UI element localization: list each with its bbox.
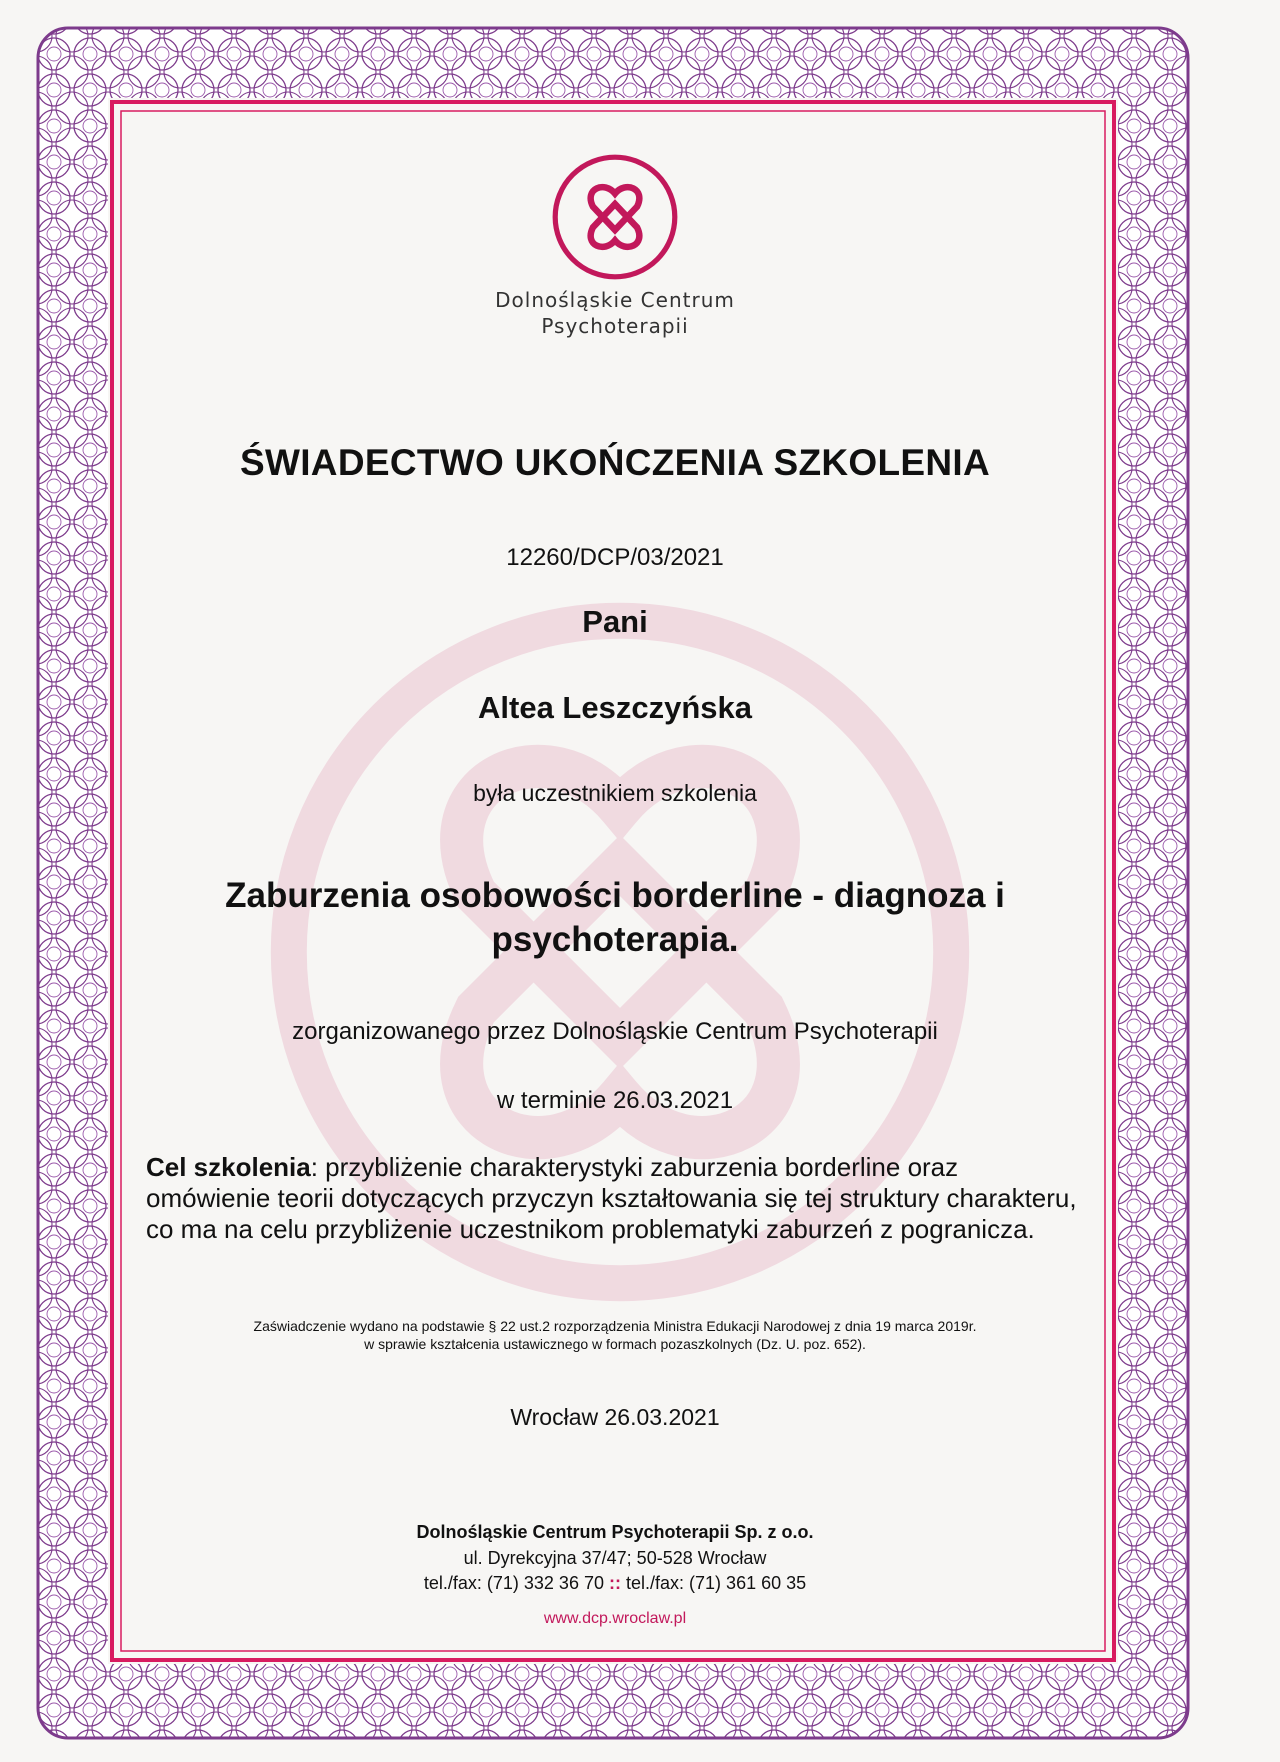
logo-org-name-line1: Dolnośląskie Centrum — [495, 288, 735, 312]
legal-basis — [130, 1317, 1100, 1353]
place-and-date: Wrocław 26.03.2021 — [510, 1404, 720, 1430]
footer-separator: :: — [609, 1573, 621, 1593]
training-goal — [146, 1152, 1086, 1245]
footer-website — [130, 1610, 1100, 1628]
website-link[interactable]: www.dcp.wroclaw.pl — [530, 1610, 700, 1627]
salutation: Pani — [582, 604, 648, 639]
organizer-text: zorganizowanego przez Dolnośląskie Centrum Psychoterapii — [292, 1018, 938, 1045]
footer-company: Dolnośląskie Centrum Psychoterapii Sp. z o.o. — [416, 1522, 814, 1542]
goal-label: Cel szkolenia — [146, 1152, 311, 1182]
footer-address: ul. Dyrekcyjna 37/47; 50-528 Wrocław — [463, 1548, 767, 1568]
legal-basis-line1: Zaświadczenie wydano na podstawie § 22 ust.2 rozporządzenia Ministra Edukacji Narodowej z dnia 19 marca 2019r. — [253, 1318, 977, 1334]
interlocked-hearts-logo-icon — [550, 152, 680, 282]
certificate-title: ŚWIADECTWO UKOŃCZENIA SZKOLENIA — [240, 442, 990, 483]
certificate-body — [130, 112, 1100, 1627]
course-title-line1: Zaburzenia osobowości borderline - diagnoza i — [225, 876, 1005, 915]
footer-phone1: tel./fax: (71) 332 36 70 — [423, 1573, 604, 1593]
course-title-line2: psychoterapia. — [491, 920, 739, 959]
goal-text: : przybliżenie charakterystyki zaburzenia borderline oraz omówienie teorii dotyczących przyczyn kształtowania się tej struktury charakteru, co ma na celu przybliżenie uczestnikom problematyki zaburzeń z pogranicza. — [146, 1152, 1077, 1244]
term-text: w terminie 26.03.2021 — [496, 1087, 734, 1114]
footer-phone2: tel./fax: (71) 361 60 35 — [626, 1573, 807, 1593]
legal-basis-line2: w sprawie kształcenia ustawicznego w formach pozaszkolnych (Dz. U. poz. 652). — [364, 1336, 866, 1352]
participant-text: była uczestnikiem szkolenia — [473, 780, 757, 806]
recipient-name: Altea Leszczyńska — [478, 690, 752, 725]
logo-org-name-line2: Psychoterapii — [541, 314, 689, 338]
footer-phone — [130, 1573, 1100, 1594]
course-title — [130, 874, 1100, 962]
certificate-number: 12260/DCP/03/2021 — [506, 544, 724, 571]
